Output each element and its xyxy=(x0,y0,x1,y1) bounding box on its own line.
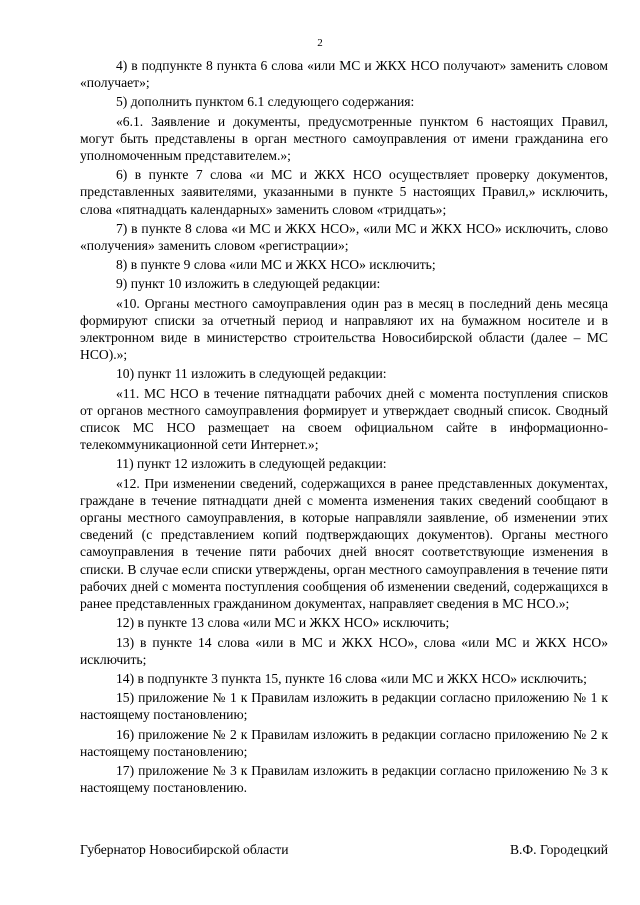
paragraph-item-10: 10) пункт 11 изложить в следующей редакции: xyxy=(116,366,387,382)
paragraph-item-7: 7) в пункте 8 слова «и МС и ЖКХ НСО», «или МС и ЖКХ НСО» исключить, слово «получения» заменить словом «регистрации»; xyxy=(80,220,608,254)
paragraph-item-16: 16) приложение № 2 к Правилам изложить в редакции согласно приложению № 2 к настоящему постановлению; xyxy=(80,726,608,759)
paragraph-item-12: 12) в пункте 13 слова «или МС и ЖКХ НСО» исключить; xyxy=(116,615,450,631)
page-number: 2 xyxy=(317,37,323,49)
paragraph-item-17: 17) приложение № 3 к Правилам изложить в редакции согласно приложению № 3 к настоящему постановлению. xyxy=(80,762,608,796)
paragraph-quote-12: «12. При изменении сведений, содержащихся в ранее представленных документах, граждане в течение пятнадцати дней с момента изменения таких сведений сообщают в органы местного самоуправления, в которые направляли заявление, об изменении этих сведений (с представлением копий подтверждающих документов). Органы местного самоуправления в течение пяти рабочих дней вносят соответствующие изменения в списки. В случае если списки утверждены, орган местного самоуправления в течение пяти рабочих дней с момента поступления сообщения об изменении сведений, содержащихся в ранее представленных гражданином документах, направляет сведения в МС НСО.»; xyxy=(80,475,608,612)
paragraph-quote-10: «10. Органы местного самоуправления один раз в месяц в последний день месяца формируют списки за отчетный период и направляют их на бумажном носителе и в электронном виде в министерство строительства Новосибирской области (далее – МС НСО).»; xyxy=(80,295,608,363)
paragraph-item-15: 15) приложение № 1 к Правилам изложить в редакции согласно приложению № 1 к настоящему постановлению; xyxy=(80,690,608,723)
document-body xyxy=(80,57,608,798)
paragraph-item-9: 9) пункт 10 изложить в следующей редакции: xyxy=(116,276,381,292)
paragraph-item-11: 11) пункт 12 изложить в следующей редакции: xyxy=(116,456,387,472)
paragraph-quote-11: «11. МС НСО в течение пятнадцати рабочих дней с момента поступления списков от органов местного самоуправления формирует и утверждает сводный список. Сводный список МС НСО размещает на своем официальном сайте в информационно-телекоммуникационной сети Интернет.»; xyxy=(80,385,608,453)
paragraph-item-5: 5) дополнить пунктом 6.1 следующего содержания: xyxy=(116,94,415,110)
paragraph-item-14: 14) в подпункте 3 пункта 15, пункте 16 слова «или МС и ЖКХ НСО» исключить; xyxy=(116,670,587,686)
paragraph-item-6: 6) в пункте 7 слова «и МС и ЖКХ НСО осуществляет проверку документов, представленных заявителями, указанными в пункте 5 настоящих Правил,» исключить, слова «пятнадцать календарных» заменить словом «тридцать»; xyxy=(80,167,608,217)
signature-name: В.Ф. Городецкий xyxy=(509,842,608,857)
paragraph-quote-6-1: «6.1. Заявление и документы, предусмотренные пунктом 6 настоящих Правил, могут быть представлены в орган местного самоуправления от имени гражданина его уполномоченным представителем.»; xyxy=(80,113,608,164)
paragraph-item-4: 4) в подпункте 8 пункта 6 слова «или МС и ЖКХ НСО получают» заменить словом «получает»; xyxy=(80,58,608,91)
paragraph-item-13: 13) в пункте 14 слова «или в МС и ЖКХ НСО», слова «или МС и ЖКХ НСО» исключить; xyxy=(80,634,608,667)
paragraph-item-8: 8) в пункте 9 слова «или МС и ЖКХ НСО» исключить; xyxy=(116,257,436,273)
signature-position: Губернатор Новосибирской области xyxy=(80,842,289,857)
